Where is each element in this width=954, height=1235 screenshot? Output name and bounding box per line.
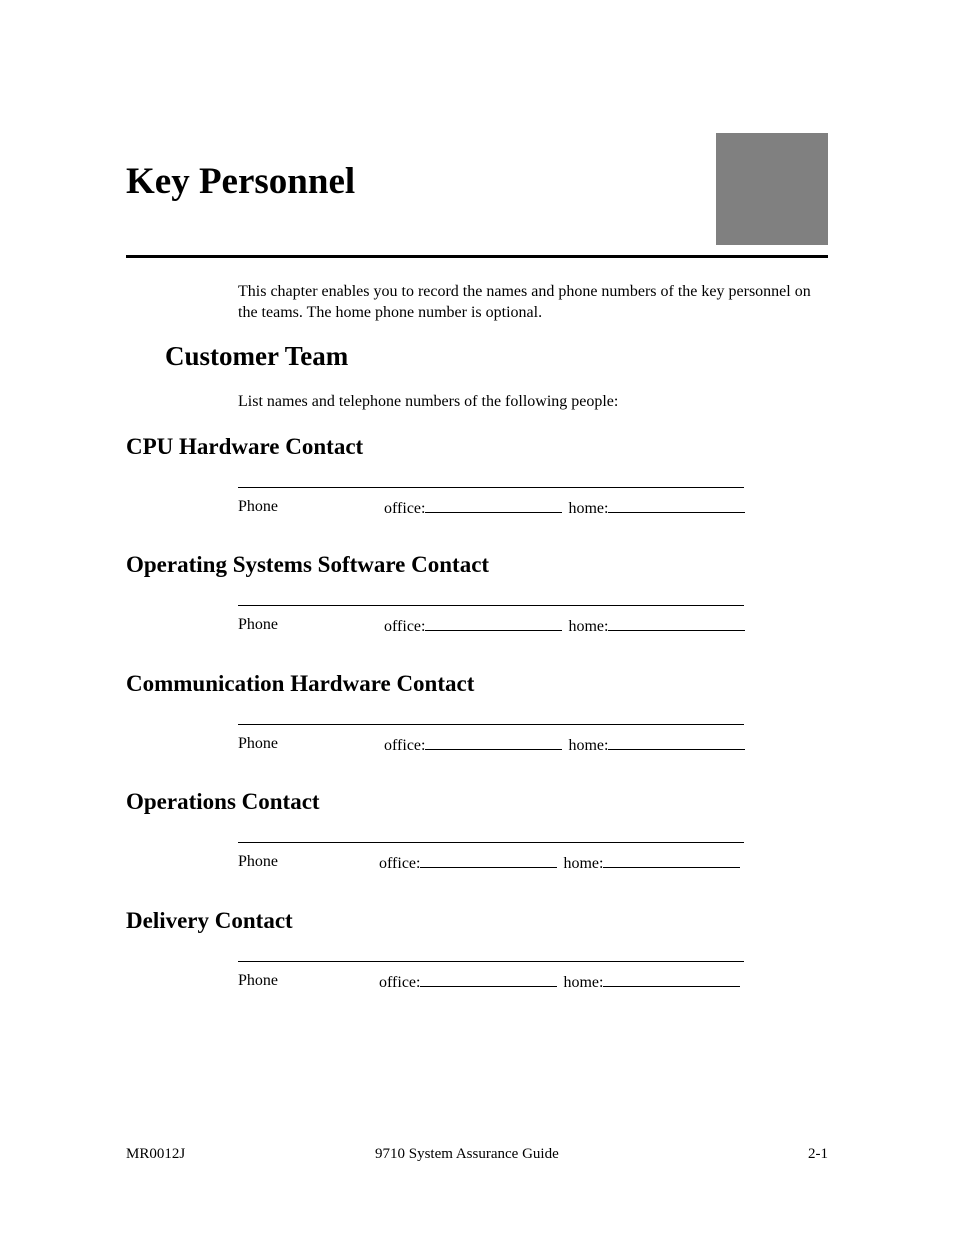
office-label: office: <box>384 737 426 754</box>
title-rule <box>126 255 828 258</box>
office-label: office: <box>384 618 426 635</box>
section-heading: Customer Team <box>165 341 349 371</box>
phone-fields <box>384 498 745 518</box>
home-label: home: <box>563 974 604 991</box>
contact-heading: Communication Hardware Contact <box>126 671 475 696</box>
contact-cpu-hardware <box>0 434 954 544</box>
phone-label: Phone <box>238 616 278 633</box>
office-phone-field[interactable] <box>420 853 557 868</box>
home-phone-field[interactable] <box>608 616 745 631</box>
name-field[interactable] <box>238 842 744 843</box>
phone-label: Phone <box>238 735 278 752</box>
contact-delivery <box>0 908 954 1018</box>
section-intro: List names and telephone numbers of the following people: <box>238 393 619 410</box>
phone-label: Phone <box>238 498 278 515</box>
name-field[interactable] <box>238 724 744 725</box>
footer-page-number: 2-1 <box>808 1146 828 1162</box>
footer-doc-title: 9710 System Assurance Guide <box>375 1146 559 1162</box>
home-phone-field[interactable] <box>608 498 745 513</box>
phone-fields <box>379 972 740 992</box>
contact-operations <box>0 789 954 899</box>
contact-heading: Operations Contact <box>126 789 320 814</box>
chapter-title: Key Personnel <box>126 161 356 202</box>
name-field[interactable] <box>238 961 744 962</box>
footer-doc-id: MR0012J <box>126 1146 186 1162</box>
office-phone-field[interactable] <box>425 616 562 631</box>
home-label: home: <box>568 618 609 635</box>
office-label: office: <box>379 855 421 872</box>
name-field[interactable] <box>238 605 744 606</box>
phone-fields <box>384 735 745 755</box>
office-phone-field[interactable] <box>425 498 562 513</box>
home-label: home: <box>563 855 604 872</box>
contact-heading: CPU Hardware Contact <box>126 434 364 459</box>
home-phone-field[interactable] <box>603 972 740 987</box>
chapter-intro: This chapter enables you to record the names and phone numbers of the key personnel on the teams. The home phone number is optional. <box>238 283 811 321</box>
contact-communication-hardware <box>0 671 954 781</box>
office-phone-field[interactable] <box>420 972 557 987</box>
phone-label: Phone <box>238 853 278 870</box>
home-phone-field[interactable] <box>608 735 745 750</box>
home-label: home: <box>568 737 609 754</box>
phone-fields <box>379 853 740 873</box>
name-field[interactable] <box>238 487 744 488</box>
home-label: home: <box>568 500 609 517</box>
contact-operating-systems-software <box>0 552 954 662</box>
contact-heading: Operating Systems Software Contact <box>126 552 490 577</box>
phone-label: Phone <box>238 972 278 989</box>
office-phone-field[interactable] <box>425 735 562 750</box>
contact-heading: Delivery Contact <box>126 908 293 933</box>
office-label: office: <box>379 974 421 991</box>
office-label: office: <box>384 500 426 517</box>
phone-fields <box>384 616 745 636</box>
home-phone-field[interactable] <box>603 853 740 868</box>
chapter-tab-block <box>716 133 828 245</box>
